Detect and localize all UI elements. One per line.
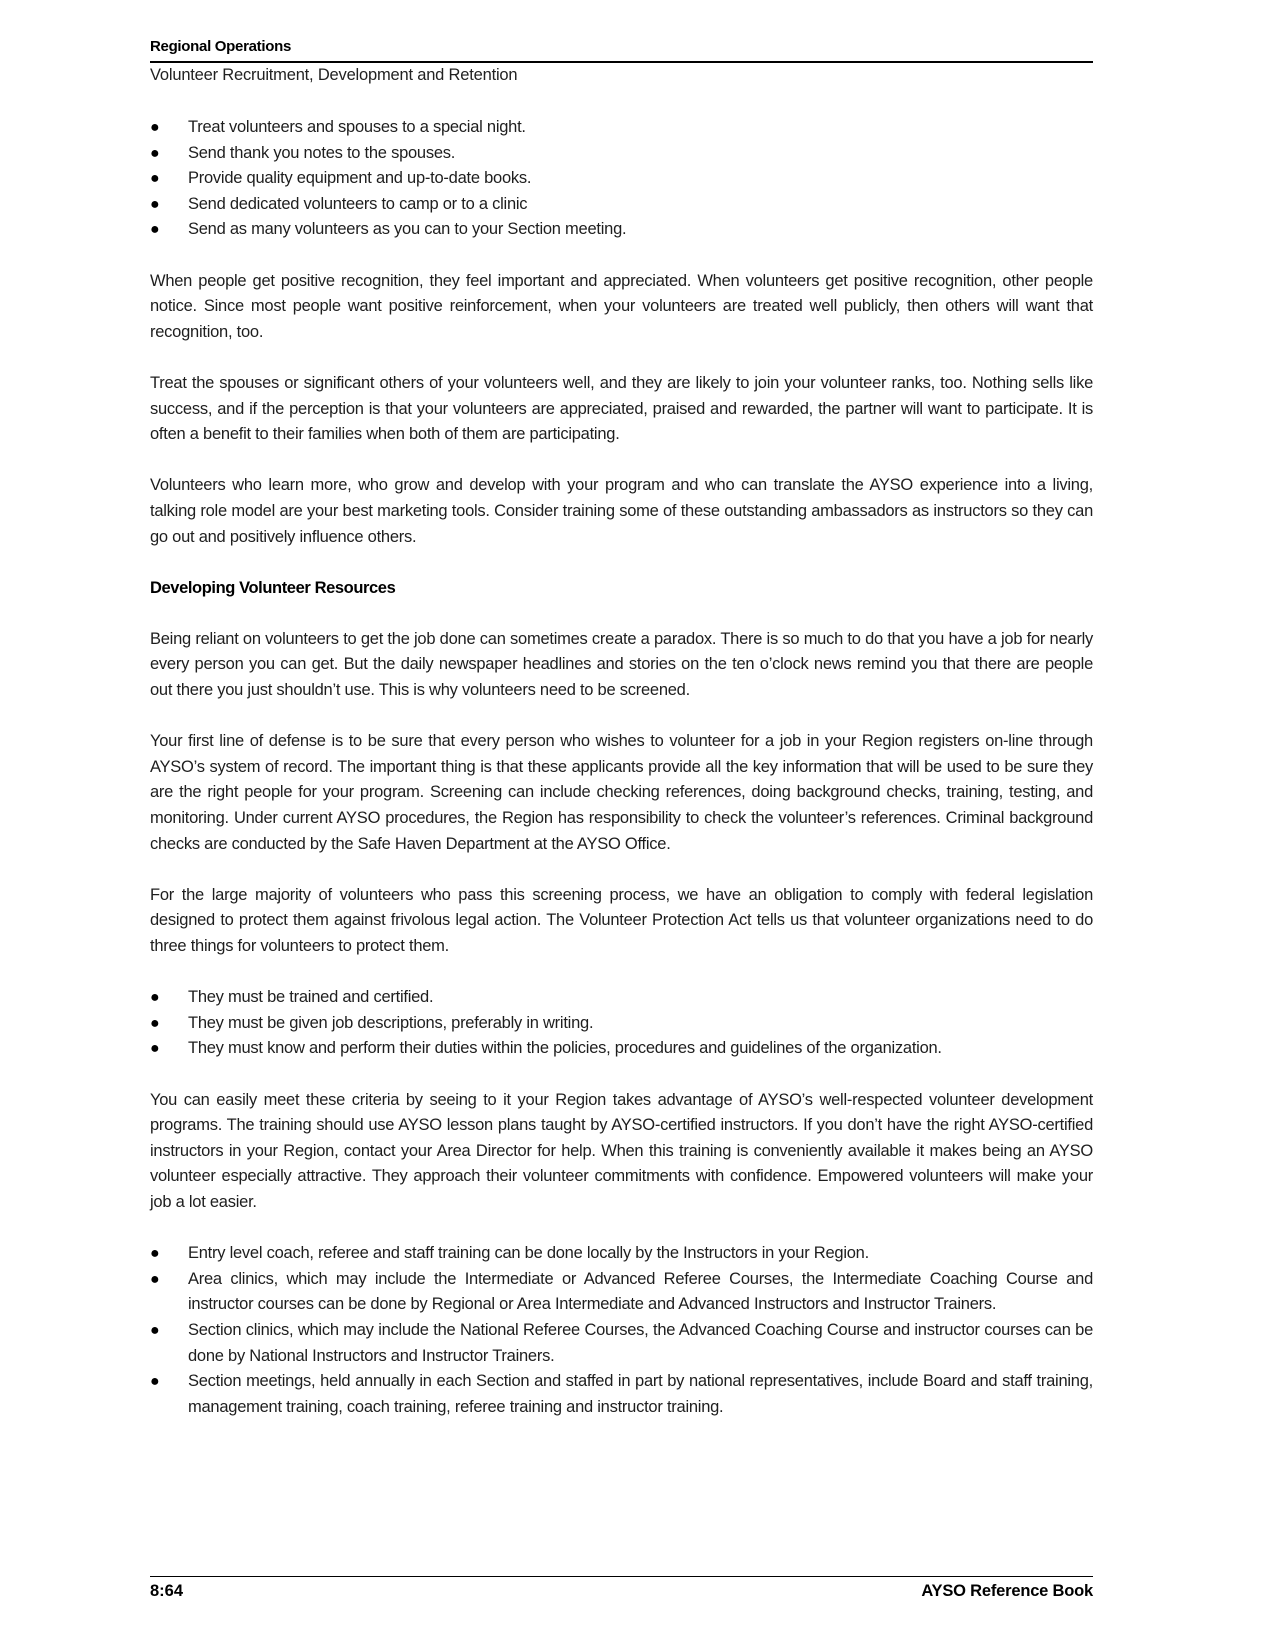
paragraph-paradox: Being reliant on volunteers to get the job done can sometimes create a paradox. There is so much to do that you have a job for nearly every person you can get. But the daily newspaper headlines and stories on the ten o’clock news remind you that there are people out there you just shouldn’t use. This is why volunteers need to be screened.	[150, 629, 1093, 700]
list-item: ● Send thank you notes to the spouses.	[150, 141, 1093, 167]
bullet-icon: ●	[150, 1040, 160, 1058]
bullet-icon: ●	[150, 221, 160, 239]
list-item: ● Treat volunteers and spouses to a special night.	[150, 115, 1093, 141]
bullet-icon: ●	[150, 1373, 160, 1391]
list-item: ● They must be trained and certified.	[150, 985, 1093, 1011]
recognition-ideas-list	[150, 115, 1093, 243]
list-item: ● Send dedicated volunteers to camp or to a clinic	[150, 192, 1093, 218]
bullet-icon: ●	[150, 195, 160, 213]
bullet-icon: ●	[150, 170, 160, 188]
bullet-icon: ●	[150, 1245, 160, 1263]
training-levels-list	[150, 1241, 1093, 1420]
running-header-subtitle: Volunteer Recruitment, Development and Retention	[150, 66, 518, 84]
bullet-icon: ●	[150, 144, 160, 162]
list-item: ● Entry level coach, referee and staff training can be done locally by the Instructors in your Region.	[150, 1241, 1093, 1267]
protection-requirements-list	[150, 985, 1093, 1062]
list-item: ● Provide quality equipment and up-to-date books.	[150, 166, 1093, 192]
section-heading: Developing Volunteer Resources	[150, 578, 396, 597]
bullet-icon: ●	[150, 1270, 160, 1288]
paragraph-recognition: When people get positive recognition, they feel important and appreciated. When volunteers get positive recognition, other people notice. Since most people want positive reinforcement, when your volunteers are treated well publicly, then others will want that recognition, too.	[150, 271, 1093, 341]
book-title: AYSO Reference Book	[921, 1582, 1093, 1600]
list-item: ● Section clinics, which may include the National Referee Courses, the Advanced Coaching Course and instructor courses can be done by National Instructors and Instructor Trainers.	[150, 1318, 1093, 1369]
list-item: ● They must know and perform their duties within the policies, procedures and guidelines of the organization.	[150, 1036, 1093, 1062]
bullet-icon: ●	[150, 989, 160, 1007]
document-body	[150, 115, 1093, 1446]
paragraph-marketing: Volunteers who learn more, who grow and develop with your program and who can translate the AYSO experience into a living, talking role model are your best marketing tools. Consider training some of these outstanding ambassadors as instructors so they can go out and positively influence others.	[150, 476, 1093, 546]
paragraph-spouses: Treat the spouses or significant others of your volunteers well, and they are likely to join your volunteer ranks, too. Nothing sells like success, and if the perception is that your volunteers are appreciated, praised and rewarded, the partner will want to participate. It is often a benefit to their families when both of them are participating.	[150, 373, 1093, 444]
paragraph-training-programs: You can easily meet these criteria by seeing to it your Region takes advantage of AYSO’s well-respected volunteer development programs. The training should use AYSO lesson plans taught by AYSO-certified instructors. If you don’t have the right AYSO-certified instructors in your Region, contact your Area Director for help. When this training is conveniently available it makes being an AYSO volunteer especially attractive. They approach their volunteer commitments with confidence. Empowered volunteers will make your job a lot easier.	[150, 1090, 1093, 1211]
list-item: ● Area clinics, which may include the Intermediate or Advanced Referee Courses, the Intermediate Coaching Course and instructor courses can be done by Regional or Area Intermediate and Advanced Instructors and Instructor Trainers.	[150, 1267, 1093, 1318]
list-item: ● Section meetings, held annually in each Section and staffed in part by national representatives, include Board and staff training, management training, coach training, referee training and instructor training.	[150, 1369, 1093, 1420]
footer-divider	[150, 1576, 1093, 1577]
running-header-title: Regional Operations	[150, 38, 291, 55]
page-number: 8:64	[150, 1582, 184, 1600]
paragraph-screening: Your first line of defense is to be sure that every person who wishes to volunteer for a job in your Region registers on-line through AYSO’s system of record. The important thing is that these applicants provide all the key information that will be used to be sure they are the right people for your program. Screening can include checking references, doing background checks, training, testing, and monitoring. Under current AYSO procedures, the Region has responsibility to check the volunteer’s references. Criminal background checks are conducted by the Safe Haven Department at the AYSO Office.	[150, 732, 1093, 853]
header-divider	[150, 61, 1093, 63]
bullet-icon: ●	[150, 119, 160, 136]
bullet-icon: ●	[150, 1321, 160, 1339]
paragraph-legislation: For the large majority of volunteers who pass this screening process, we have an obligation to comply with federal legislation designed to protect them against frivolous legal action. The Volunteer Protection Act tells us that volunteer organizations need to do three things for volunteers to protect them.	[150, 885, 1093, 955]
list-item: ● Send as many volunteers as you can to your Section meeting.	[150, 217, 1093, 243]
list-item: ● They must be given job descriptions, preferably in writing.	[150, 1011, 1093, 1037]
bullet-icon: ●	[150, 1014, 160, 1032]
